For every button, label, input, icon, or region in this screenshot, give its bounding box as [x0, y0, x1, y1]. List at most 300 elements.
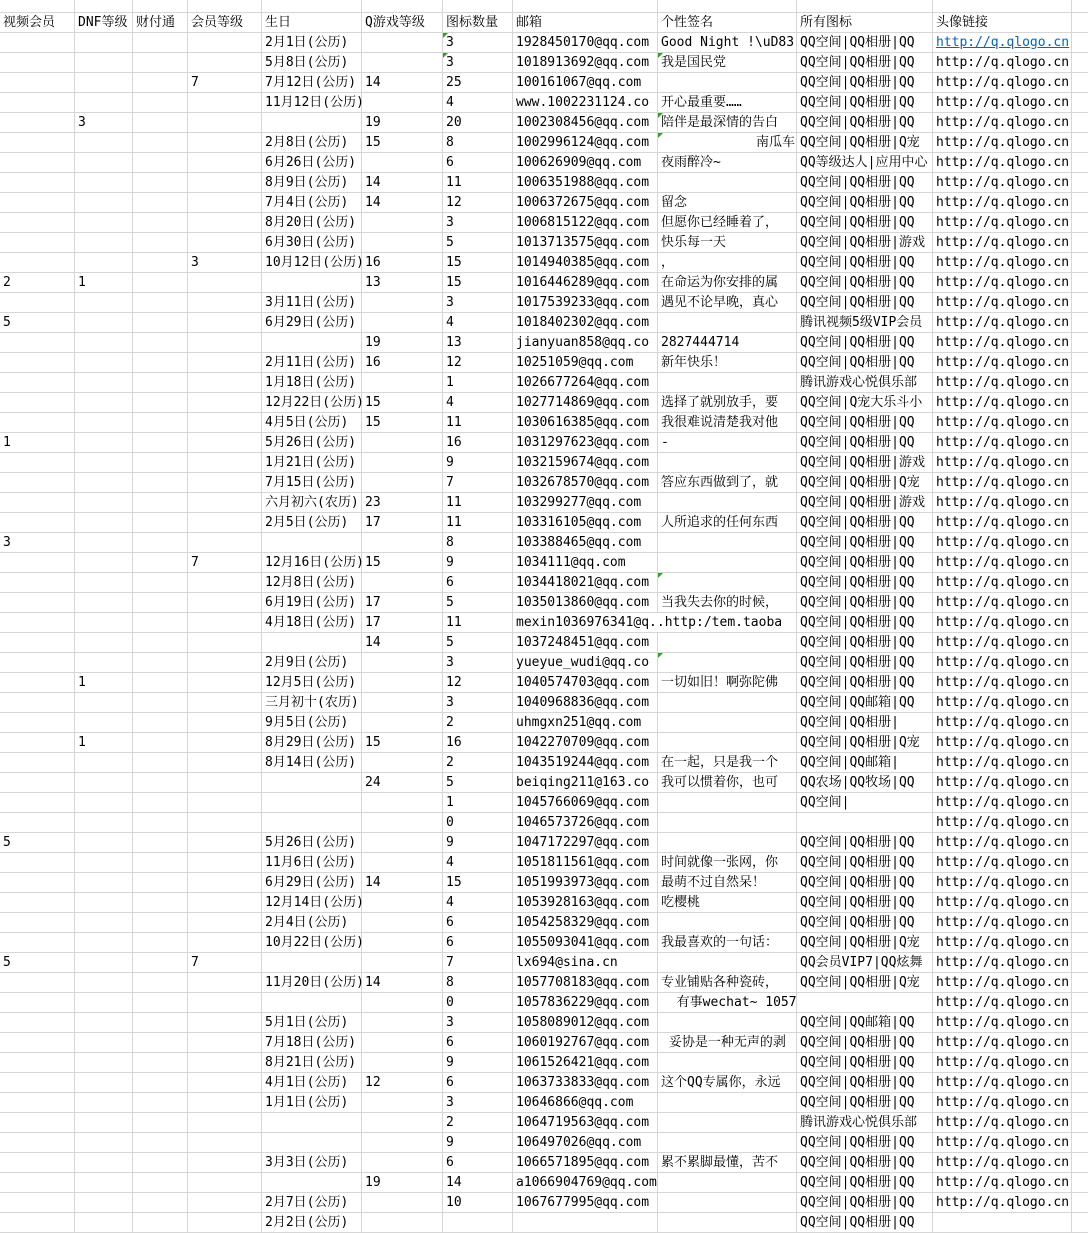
cell-e[interactable]: 1051993973@qq.com: [513, 873, 658, 893]
cell-e[interactable]: 1064719563@qq.com: [513, 1113, 658, 1133]
cell-e[interactable]: 1057836229@qq.com: [513, 993, 658, 1013]
cell-l[interactable]: http://q.qlogo.cn: [933, 773, 1072, 793]
cell-t[interactable]: [133, 873, 188, 893]
cell-l[interactable]: http://q.qlogo.cn: [933, 573, 1072, 593]
cell-a[interactable]: 腾讯游戏心悦俱乐部: [797, 373, 933, 393]
cell-b[interactable]: 7月15日(公历): [262, 473, 362, 493]
cell-q[interactable]: [362, 453, 443, 473]
cell-s[interactable]: [658, 813, 797, 833]
cell-l[interactable]: http://q.qlogo.cn: [933, 893, 1072, 913]
cell-a[interactable]: 腾讯视频5级VIP会员: [797, 313, 933, 333]
cell-b[interactable]: 10月12日(公历): [262, 253, 362, 273]
cell-b[interactable]: 4月18日(公历): [262, 613, 362, 633]
cell-i[interactable]: 12: [443, 673, 513, 693]
cell-l[interactable]: http://q.qlogo.cn: [933, 873, 1072, 893]
cell-e[interactable]: 1051811561@qq.com: [513, 853, 658, 873]
cell-d[interactable]: [75, 513, 133, 533]
cell-a[interactable]: QQ空间|QQ相册|QQ: [797, 653, 933, 673]
cell-i[interactable]: 9: [443, 833, 513, 853]
cell-l[interactable]: http://q.qlogo.cn: [933, 213, 1072, 233]
header-e[interactable]: 邮箱: [513, 13, 658, 33]
cell-e[interactable]: 100161067@qq.com: [513, 73, 658, 93]
cell-i[interactable]: 15: [443, 273, 513, 293]
cell-q[interactable]: 19: [362, 1173, 443, 1193]
cell-m[interactable]: 3: [188, 253, 262, 273]
cell-l[interactable]: http://q.qlogo.cn: [933, 333, 1072, 353]
cell-v[interactable]: [0, 613, 75, 633]
cell-s[interactable]: 夜雨醉冷~: [658, 153, 797, 173]
cell-m[interactable]: [188, 233, 262, 253]
cell-d[interactable]: [75, 1213, 133, 1233]
cell-t[interactable]: [133, 993, 188, 1013]
cell-m[interactable]: [188, 633, 262, 653]
cell-m[interactable]: [188, 213, 262, 233]
cell-b[interactable]: [262, 333, 362, 353]
cell-i[interactable]: 5: [443, 773, 513, 793]
cell-v[interactable]: [0, 1053, 75, 1073]
cell-q[interactable]: [362, 653, 443, 673]
cell-l[interactable]: http://q.qlogo.cn: [933, 593, 1072, 613]
cell-q[interactable]: [362, 813, 443, 833]
cell-b[interactable]: 7月12日(公历): [262, 73, 362, 93]
cell-b[interactable]: [262, 773, 362, 793]
cell-t[interactable]: [133, 833, 188, 853]
cell-t[interactable]: [133, 113, 188, 133]
cell-t[interactable]: [133, 1173, 188, 1193]
cell-b[interactable]: 8月9日(公历): [262, 173, 362, 193]
cell-l[interactable]: http://q.qlogo.cn: [933, 953, 1072, 973]
cell-i[interactable]: 3: [443, 53, 513, 73]
cell-t[interactable]: [133, 533, 188, 553]
cell-d[interactable]: [75, 833, 133, 853]
cell-m[interactable]: [188, 1073, 262, 1093]
cell-v[interactable]: [0, 653, 75, 673]
cell-a[interactable]: QQ空间|QQ相册|QQ: [797, 193, 933, 213]
cell-q[interactable]: [362, 233, 443, 253]
cell-l[interactable]: http://q.qlogo.cn: [933, 453, 1072, 473]
cell-s[interactable]: -: [658, 433, 797, 453]
cell-q[interactable]: [362, 1093, 443, 1113]
cell-m[interactable]: [188, 753, 262, 773]
cell-e[interactable]: 1026677264@qq.com: [513, 373, 658, 393]
cell-q[interactable]: 15: [362, 553, 443, 573]
cell-b[interactable]: 6月26日(公历): [262, 153, 362, 173]
cell-a[interactable]: QQ空间|QQ相册|QQ: [797, 93, 933, 113]
cell-e[interactable]: jianyuan858@qq.co: [513, 333, 658, 353]
cell-s[interactable]: 妥协是一种无声的剥: [658, 1033, 797, 1053]
cell-m[interactable]: [188, 973, 262, 993]
cell-b[interactable]: 5月26日(公历): [262, 833, 362, 853]
cell-m[interactable]: [188, 613, 262, 633]
header-d[interactable]: DNF等级: [75, 13, 133, 33]
cell-l[interactable]: http://q.qlogo.cn: [933, 713, 1072, 733]
cell-m[interactable]: [188, 693, 262, 713]
cell-b[interactable]: [262, 953, 362, 973]
cell-v[interactable]: [0, 1213, 75, 1233]
cell-q[interactable]: [362, 213, 443, 233]
cell-b[interactable]: [262, 0, 362, 13]
cell-i[interactable]: 7: [443, 953, 513, 973]
cell-a[interactable]: QQ空间|QQ相册|QQ: [797, 1033, 933, 1053]
cell-t[interactable]: [133, 1073, 188, 1093]
cell-d[interactable]: [75, 1093, 133, 1113]
cell-m[interactable]: [188, 1193, 262, 1213]
cell-l[interactable]: http://q.qlogo.cn: [933, 373, 1072, 393]
cell-m[interactable]: [188, 653, 262, 673]
cell-b[interactable]: [262, 533, 362, 553]
cell-v[interactable]: [0, 153, 75, 173]
cell-l[interactable]: http://q.qlogo.cn: [933, 793, 1072, 813]
cell-a[interactable]: QQ空间|QQ相册|QQ: [797, 673, 933, 693]
cell-v[interactable]: [0, 213, 75, 233]
cell-b[interactable]: [262, 633, 362, 653]
cell-d[interactable]: [75, 413, 133, 433]
cell-d[interactable]: [75, 613, 133, 633]
cell-t[interactable]: [133, 1193, 188, 1213]
cell-s[interactable]: [658, 693, 797, 713]
cell-t[interactable]: [133, 553, 188, 573]
cell-m[interactable]: [188, 153, 262, 173]
cell-v[interactable]: 2: [0, 273, 75, 293]
cell-e[interactable]: 1030616385@qq.com: [513, 413, 658, 433]
cell-e[interactable]: a1066904769@qq.com: [513, 1173, 658, 1193]
cell-m[interactable]: [188, 573, 262, 593]
cell-t[interactable]: [133, 133, 188, 153]
cell-i[interactable]: 9: [443, 1133, 513, 1153]
cell-d[interactable]: [75, 1113, 133, 1133]
cell-v[interactable]: [0, 753, 75, 773]
cell-l[interactable]: http://q.qlogo.cn: [933, 733, 1072, 753]
cell-d[interactable]: [75, 893, 133, 913]
cell-m[interactable]: [188, 713, 262, 733]
cell-q[interactable]: [362, 573, 443, 593]
cell-b[interactable]: 6月29日(公历): [262, 313, 362, 333]
cell-i[interactable]: 4: [443, 853, 513, 873]
cell-m[interactable]: [188, 1173, 262, 1193]
cell-m[interactable]: [188, 173, 262, 193]
cell-t[interactable]: [133, 933, 188, 953]
cell-v[interactable]: [0, 813, 75, 833]
cell-b[interactable]: 2月4日(公历): [262, 913, 362, 933]
cell-e[interactable]: 1032159674@qq.com: [513, 453, 658, 473]
cell-t[interactable]: [133, 633, 188, 653]
cell-v[interactable]: 1: [0, 433, 75, 453]
cell-l[interactable]: http://q.qlogo.cn: [933, 653, 1072, 673]
cell-a[interactable]: QQ空间|QQ相册|Q宠: [797, 973, 933, 993]
cell-v[interactable]: [0, 233, 75, 253]
cell-e[interactable]: 1018402302@qq.com: [513, 313, 658, 333]
cell-a[interactable]: QQ空间|QQ相册|QQ: [797, 913, 933, 933]
cell-e[interactable]: 1006372675@qq.com: [513, 193, 658, 213]
cell-b[interactable]: 4月5日(公历): [262, 413, 362, 433]
cell-q[interactable]: [362, 1153, 443, 1173]
header-q[interactable]: Q游戏等级: [362, 13, 443, 33]
cell-i[interactable]: 7: [443, 473, 513, 493]
cell-v[interactable]: [0, 893, 75, 913]
cell-t[interactable]: [133, 693, 188, 713]
cell-d[interactable]: [75, 133, 133, 153]
cell-t[interactable]: [133, 173, 188, 193]
cell-l[interactable]: http://q.qlogo.cn: [933, 353, 1072, 373]
cell-a[interactable]: QQ空间|QQ相册|QQ: [797, 533, 933, 553]
cell-d[interactable]: [75, 853, 133, 873]
cell-i[interactable]: 4: [443, 893, 513, 913]
cell-m[interactable]: [188, 1053, 262, 1073]
cell-q[interactable]: 14: [362, 873, 443, 893]
cell-v[interactable]: [0, 293, 75, 313]
cell-b[interactable]: 3月3日(公历): [262, 1153, 362, 1173]
cell-q[interactable]: 14: [362, 73, 443, 93]
cell-s[interactable]: 我最喜欢的一句话：: [658, 933, 797, 953]
cell-q[interactable]: [362, 673, 443, 693]
cell-v[interactable]: [0, 473, 75, 493]
cell-i[interactable]: 3: [443, 33, 513, 53]
cell-m[interactable]: [188, 913, 262, 933]
cell-s[interactable]: 这个QQ专属你，永远: [658, 1073, 797, 1093]
cell-b[interactable]: 12月16日(公历): [262, 553, 362, 573]
cell-d[interactable]: [75, 1033, 133, 1053]
cell-m[interactable]: [188, 893, 262, 913]
cell-a[interactable]: QQ空间|QQ相册|QQ: [797, 853, 933, 873]
cell-a[interactable]: QQ等级达人|应用中心: [797, 153, 933, 173]
cell-l[interactable]: http://q.qlogo.cn: [933, 133, 1072, 153]
cell-e[interactable]: 1027714869@qq.com: [513, 393, 658, 413]
cell-l[interactable]: http://q.qlogo.cn: [933, 833, 1072, 853]
cell-s[interactable]: 吃樱桃: [658, 893, 797, 913]
cell-i[interactable]: 3: [443, 213, 513, 233]
cell-m[interactable]: [188, 333, 262, 353]
cell-l[interactable]: http://q.qlogo.cn: [933, 613, 1072, 633]
cell-v[interactable]: [0, 853, 75, 873]
cell-a[interactable]: QQ空间|QQ相册|QQ: [797, 633, 933, 653]
cell-v[interactable]: [0, 53, 75, 73]
cell-s[interactable]: [658, 1053, 797, 1073]
cell-t[interactable]: [133, 373, 188, 393]
cell-i[interactable]: 2: [443, 1113, 513, 1133]
cell-b[interactable]: 12月14日(公历): [262, 893, 362, 913]
cell-a[interactable]: QQ空间|QQ相册|Q宠: [797, 933, 933, 953]
cell-t[interactable]: [133, 433, 188, 453]
cell-i[interactable]: 16: [443, 733, 513, 753]
cell-s[interactable]: 留念: [658, 193, 797, 213]
cell-b[interactable]: [262, 793, 362, 813]
cell-l[interactable]: http://q.qlogo.cn: [933, 173, 1072, 193]
cell-q[interactable]: 17: [362, 613, 443, 633]
cell-b[interactable]: 12月5日(公历): [262, 673, 362, 693]
cell-s[interactable]: 人所追求的任何东西: [658, 513, 797, 533]
cell-a[interactable]: QQ空间|QQ相册|QQ: [797, 1153, 933, 1173]
cell-b[interactable]: 7月4日(公历): [262, 193, 362, 213]
cell-v[interactable]: [0, 413, 75, 433]
cell-q[interactable]: [362, 1013, 443, 1033]
cell-d[interactable]: [75, 1133, 133, 1153]
cell-m[interactable]: [188, 373, 262, 393]
cell-a[interactable]: [797, 993, 933, 1013]
cell-d[interactable]: 3: [75, 113, 133, 133]
cell-v[interactable]: [0, 113, 75, 133]
cell-v[interactable]: [0, 1093, 75, 1113]
cell-s[interactable]: 当我失去你的时候，: [658, 593, 797, 613]
cell-v[interactable]: [0, 333, 75, 353]
header-t[interactable]: 财付通: [133, 13, 188, 33]
cell-m[interactable]: 7: [188, 953, 262, 973]
cell-e[interactable]: 1018913692@qq.com: [513, 53, 658, 73]
cell-t[interactable]: [133, 153, 188, 173]
cell-e[interactable]: 1063733833@qq.com: [513, 1073, 658, 1093]
cell-d[interactable]: [75, 813, 133, 833]
cell-a[interactable]: QQ空间|QQ相册|QQ: [797, 1173, 933, 1193]
cell-i[interactable]: 5: [443, 633, 513, 653]
cell-l[interactable]: [933, 0, 1072, 13]
cell-t[interactable]: [133, 953, 188, 973]
cell-m[interactable]: [188, 393, 262, 413]
cell-t[interactable]: [133, 213, 188, 233]
cell-a[interactable]: QQ空间|QQ相册|QQ: [797, 173, 933, 193]
cell-b[interactable]: 12月8日(公历): [262, 573, 362, 593]
cell-l[interactable]: http://q.qlogo.cn: [933, 113, 1072, 133]
cell-d[interactable]: [75, 1013, 133, 1033]
cell-e[interactable]: 1928450170@qq.com: [513, 33, 658, 53]
cell-b[interactable]: 2月1日(公历): [262, 33, 362, 53]
cell-q[interactable]: [362, 473, 443, 493]
cell-i[interactable]: 9: [443, 1053, 513, 1073]
cell-a[interactable]: QQ空间|QQ邮箱|QQ: [797, 1013, 933, 1033]
cell-b[interactable]: 6月29日(公历): [262, 873, 362, 893]
cell-t[interactable]: [133, 713, 188, 733]
cell-d[interactable]: [75, 453, 133, 473]
cell-d[interactable]: [75, 213, 133, 233]
cell-i[interactable]: 2: [443, 713, 513, 733]
cell-d[interactable]: [75, 553, 133, 573]
cell-i[interactable]: 3: [443, 293, 513, 313]
cell-e[interactable]: 1066571895@qq.com: [513, 1153, 658, 1173]
cell-m[interactable]: [188, 733, 262, 753]
cell-m[interactable]: [188, 1153, 262, 1173]
cell-m[interactable]: [188, 1133, 262, 1153]
cell-s[interactable]: ，: [658, 253, 797, 273]
cell-i[interactable]: 20: [443, 113, 513, 133]
cell-i[interactable]: 1: [443, 373, 513, 393]
cell-v[interactable]: [0, 573, 75, 593]
cell-a[interactable]: 腾讯游戏心悦俱乐部: [797, 1113, 933, 1133]
cell-q[interactable]: [362, 0, 443, 13]
cell-d[interactable]: [75, 773, 133, 793]
cell-q[interactable]: [362, 1033, 443, 1053]
cell-q[interactable]: [362, 713, 443, 733]
cell-v[interactable]: [0, 173, 75, 193]
cell-v[interactable]: [0, 553, 75, 573]
cell-q[interactable]: 19: [362, 113, 443, 133]
cell-a[interactable]: QQ空间|QQ相册|QQ: [797, 73, 933, 93]
cell-a[interactable]: QQ空间|QQ相册|游戏: [797, 453, 933, 473]
cell-b[interactable]: 7月18日(公历): [262, 1033, 362, 1053]
cell-i[interactable]: 25: [443, 73, 513, 93]
cell-q[interactable]: 12: [362, 1073, 443, 1093]
cell-l[interactable]: http://q.qlogo.cn: [933, 1013, 1072, 1033]
header-m[interactable]: 会员等级: [188, 13, 262, 33]
cell-l[interactable]: http://q.qlogo.cn: [933, 533, 1072, 553]
cell-a[interactable]: QQ空间|QQ相册|QQ: [797, 433, 933, 453]
cell-e[interactable]: 1032678570@qq.com: [513, 473, 658, 493]
cell-b[interactable]: 6月30日(公历): [262, 233, 362, 253]
cell-e[interactable]: 1045766069@qq.com: [513, 793, 658, 813]
cell-v[interactable]: [0, 393, 75, 413]
cell-l[interactable]: http://q.qlogo.cn: [933, 1053, 1072, 1073]
cell-b[interactable]: 5月26日(公历): [262, 433, 362, 453]
cell-t[interactable]: [133, 1093, 188, 1113]
cell-e[interactable]: uhmgxn251@qq.com: [513, 713, 658, 733]
cell-e[interactable]: 1037248451@qq.com: [513, 633, 658, 653]
cell-t[interactable]: [133, 473, 188, 493]
cell-b[interactable]: 11月20日(公历): [262, 973, 362, 993]
cell-d[interactable]: [75, 193, 133, 213]
cell-v[interactable]: [0, 1033, 75, 1053]
cell-l[interactable]: http://q.qlogo.cn: [933, 293, 1072, 313]
cell-v[interactable]: [0, 193, 75, 213]
cell-l[interactable]: http://q.qlogo.cn: [933, 813, 1072, 833]
cell-t[interactable]: [133, 1213, 188, 1233]
cell-e[interactable]: 1047172297@qq.com: [513, 833, 658, 853]
cell-i[interactable]: 0: [443, 993, 513, 1013]
cell-b[interactable]: 6月19日(公历): [262, 593, 362, 613]
cell-t[interactable]: [133, 733, 188, 753]
cell-s[interactable]: 南瓜车: [658, 133, 797, 153]
cell-v[interactable]: [0, 1173, 75, 1193]
cell-t[interactable]: [133, 1033, 188, 1053]
cell-a[interactable]: QQ空间|QQ相册|游戏: [797, 233, 933, 253]
cell-i[interactable]: 12: [443, 353, 513, 373]
cell-a[interactable]: QQ空间|QQ相册|QQ: [797, 1133, 933, 1153]
cell-e[interactable]: www.1002231124.co: [513, 93, 658, 113]
cell-v[interactable]: [0, 133, 75, 153]
cell-i[interactable]: 2: [443, 753, 513, 773]
cell-t[interactable]: [133, 93, 188, 113]
cell-t[interactable]: [133, 773, 188, 793]
cell-d[interactable]: [75, 173, 133, 193]
cell-s[interactable]: 陪伴是最深情的告白: [658, 113, 797, 133]
cell-s[interactable]: 选择了就别放手，要: [658, 393, 797, 413]
cell-i[interactable]: [443, 0, 513, 13]
cell-a[interactable]: QQ空间|QQ相册|QQ: [797, 1053, 933, 1073]
cell-d[interactable]: [75, 973, 133, 993]
cell-d[interactable]: [75, 293, 133, 313]
cell-l[interactable]: [933, 1213, 1072, 1233]
cell-v[interactable]: [0, 513, 75, 533]
cell-d[interactable]: [75, 933, 133, 953]
cell-q[interactable]: [362, 993, 443, 1013]
cell-m[interactable]: [188, 453, 262, 473]
cell-d[interactable]: [75, 73, 133, 93]
cell-v[interactable]: [0, 693, 75, 713]
cell-q[interactable]: [362, 893, 443, 913]
cell-e[interactable]: mexin1036976341@q..http:/tem.taoba: [513, 613, 658, 633]
cell-a[interactable]: QQ空间|QQ相册|QQ: [797, 253, 933, 273]
cell-v[interactable]: [0, 973, 75, 993]
cell-d[interactable]: [75, 313, 133, 333]
cell-e[interactable]: 1014940385@qq.com: [513, 253, 658, 273]
cell-s[interactable]: 我可以惯着你，也可: [658, 773, 797, 793]
cell-d[interactable]: [75, 1193, 133, 1213]
cell-t[interactable]: [133, 413, 188, 433]
cell-d[interactable]: [75, 913, 133, 933]
cell-m[interactable]: [188, 113, 262, 133]
cell-i[interactable]: 10: [443, 1193, 513, 1213]
cell-l[interactable]: http://q.qlogo.cn: [933, 93, 1072, 113]
cell-d[interactable]: [75, 653, 133, 673]
cell-q[interactable]: [362, 1053, 443, 1073]
cell-i[interactable]: 4: [443, 393, 513, 413]
cell-s[interactable]: 答应东西做到了，就: [658, 473, 797, 493]
